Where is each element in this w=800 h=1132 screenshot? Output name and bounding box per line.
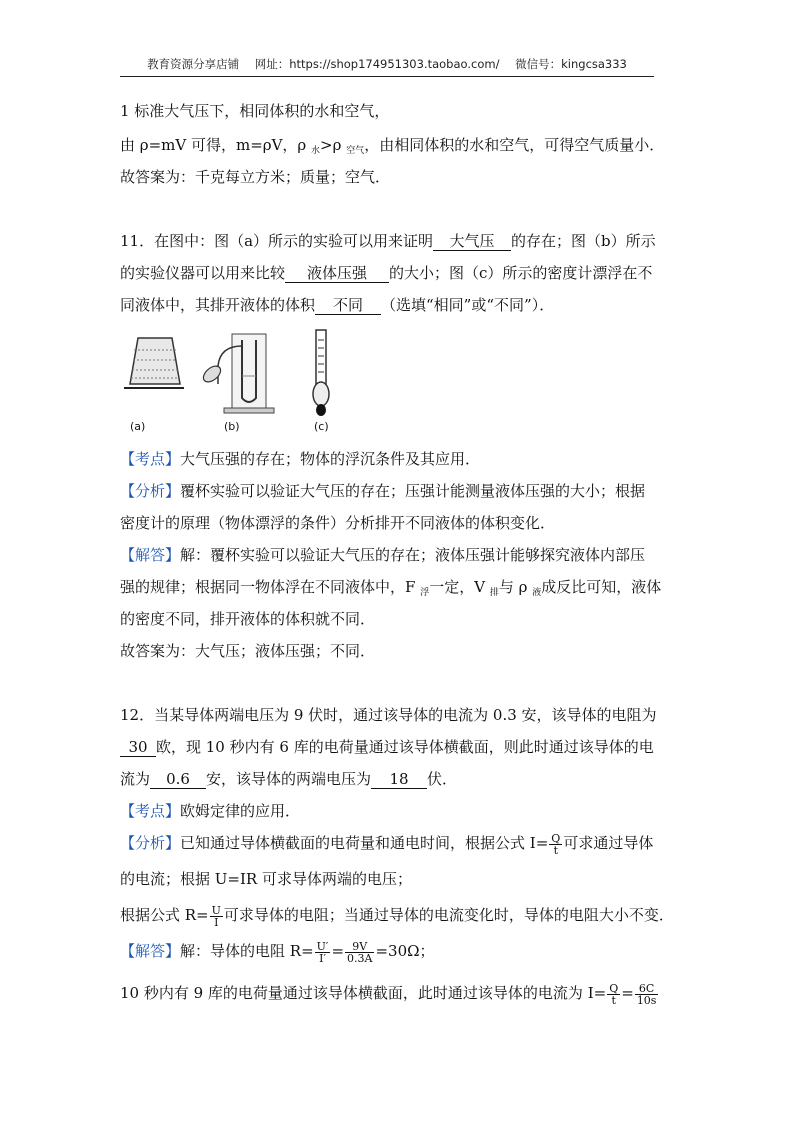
q11-jieda-2: 强的规律；根据同一物体浮在不同液体中，F $_浮$一定，V $_排$与 ρ $_液$成反比可知，液体: [120, 578, 662, 598]
figure-c-label: (c): [314, 420, 329, 433]
figure-a-label: (a): [130, 420, 146, 433]
q12-jieda-2: 10 秒内有 9 库的电荷量通过该导体横截面，此时通过该导体的电流为 I= $\frac{Q}{t}$ = $\frac{6C}{10s}$: [120, 981, 657, 1007]
shop-url: 网址：https://shop174951303.taobao.com/: [254, 57, 500, 71]
figure-b-label: (b): [224, 420, 240, 433]
q12-fenxi-2: 的电流；根据 U=IR 可求导体两端的电压；: [120, 870, 412, 888]
q11-blank-2: 液体压强: [285, 264, 389, 283]
q11-answer: 故答案为：大气压；液体压强；不同．: [120, 642, 376, 660]
wechat-id: 微信号：kingcsa333: [515, 57, 627, 71]
cup-experiment-figure: [124, 338, 184, 388]
formula-fraction: $\frac{U}{I}$: [211, 903, 221, 929]
formula-fraction: $\frac{6C}{10s}$: [636, 981, 657, 1007]
page-header: [120, 56, 654, 77]
q11-line-2: 的实验仪器可以用来比较 液体压强 的大小；图（c）所示的密度计漂浮在不: [120, 264, 653, 282]
pressure-gauge-figure: [200, 334, 274, 413]
q11-line-1: 11．在图中：图（a）所示的实验可以用来证明 大气压 的存在；图（b）所示: [120, 232, 656, 250]
q11-kaodian: 【考点】大气压强的存在；物体的浮沉条件及其应用．: [120, 450, 481, 468]
q12-fenxi-1: 【分析】已知通过导体横截面的电荷量和通电时间，根据公式 I= $\frac{Q}{t}$ 可求通过导体: [120, 831, 654, 857]
q11-fenxi-1: 【分析】覆杯实验可以验证大气压的存在；压强计能测量液体压强的大小；根据: [120, 482, 646, 500]
q12-blank-2: 0.6: [150, 770, 206, 789]
q12-blank-1: 30: [120, 738, 156, 757]
q11-line-3: 同液体中，其排开液体的体积 不同 （选填“相同”或“不同”）．: [120, 296, 555, 314]
hydrometer-figure: [313, 330, 329, 416]
q12-kaodian: 【考点】欧姆定律的应用．: [120, 802, 301, 820]
q11-figures: [120, 326, 360, 436]
formula-fraction: $\frac{U'}{I'}$: [316, 939, 329, 965]
q12-line-1: 12．当某导体两端电压为 9 伏时，通过该导体的电流为 0.3 安，该导体的电阻为: [120, 706, 657, 724]
q11-blank-3: 不同: [315, 296, 381, 315]
q11-blank-1: 大气压: [433, 232, 511, 251]
shop-name: 教育资源分享店铺: [147, 57, 240, 71]
q10-line-1: 1 标准大气压下，相同体积的水和空气，: [120, 102, 390, 120]
q10-line-2: 由 ρ=mV 可得，m=ρV，ρ $_水$>ρ $_{空气}$，由相同体积的水和空气，可得空气质量小．: [120, 136, 665, 156]
q12-jieda-1: 【解答】解：导体的电阻 R= $\frac{U'}{I'}$ = $\frac{9V}{0.3A}$ =30Ω；: [120, 939, 435, 965]
q12-fenxi-3: 根据公式 R= $\frac{U}{I}$ 可求导体的电阻；当通过导体的电流变化时，导体的电阻大小不变．: [120, 903, 674, 929]
q10-answer: 故答案为：千克每立方米；质量；空气．: [120, 168, 391, 186]
q11-fenxi-2: 密度计的原理（物体漂浮的条件）分析排开不同液体的体积变化．: [120, 514, 556, 532]
formula-fraction: $\frac{Q}{t}$: [551, 831, 561, 857]
q12-blank-3: 18: [371, 770, 427, 789]
formula-fraction: $\frac{9V}{0.3A}$: [347, 939, 373, 965]
q12-line-2: 30 欧，现 10 秒内有 6 库的电荷量通过该导体横截面，则此时通过该导体的电: [120, 736, 654, 758]
formula-fraction: $\frac{Q}{t}$: [609, 981, 619, 1007]
q11-jieda-1: 【解答】解：覆杯实验可以验证大气压的存在；液体压强计能够探究液体内部压: [120, 546, 646, 564]
q11-jieda-3: 的密度不同，排开液体的体积就不同．: [120, 610, 376, 628]
q12-line-3: 流为 0.6 安，该导体的两端电压为 18 伏．: [120, 770, 458, 788]
